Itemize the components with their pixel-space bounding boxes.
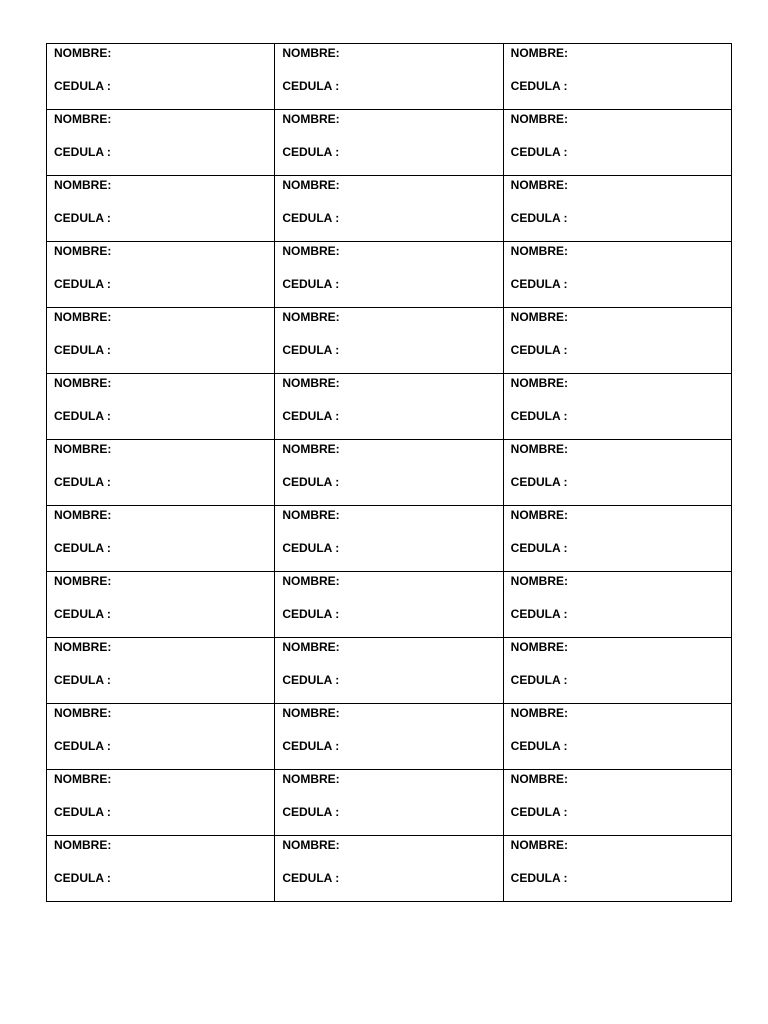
label-cell-content xyxy=(47,836,274,901)
label-grid xyxy=(46,43,732,902)
nombre-label: NOMBRE: xyxy=(510,310,568,324)
label-cell xyxy=(47,506,275,572)
label-cell xyxy=(275,704,503,770)
cedula-label: CEDULA : xyxy=(54,145,111,159)
label-cell xyxy=(47,704,275,770)
label-cell-content xyxy=(47,440,274,505)
label-cell-content xyxy=(47,242,274,307)
cedula-label: CEDULA : xyxy=(510,475,568,489)
cedula-label: CEDULA : xyxy=(282,79,340,93)
label-cell xyxy=(47,440,275,506)
label-cell-content xyxy=(504,308,731,373)
cedula-label: CEDULA : xyxy=(510,871,568,885)
cedula-label: CEDULA : xyxy=(282,739,340,753)
nombre-label: NOMBRE: xyxy=(54,112,112,126)
label-row xyxy=(47,374,732,440)
label-row xyxy=(47,638,732,704)
label-cell xyxy=(503,242,731,308)
cedula-label: CEDULA : xyxy=(282,145,340,159)
label-cell-content xyxy=(275,242,502,307)
label-cell xyxy=(47,770,275,836)
label-cell xyxy=(275,506,503,572)
label-cell xyxy=(47,572,275,638)
label-cell xyxy=(275,44,503,110)
label-row xyxy=(47,506,732,572)
cedula-label: CEDULA : xyxy=(282,871,340,885)
cedula-label: CEDULA : xyxy=(510,343,568,357)
cedula-label: CEDULA : xyxy=(282,277,340,291)
label-cell xyxy=(275,110,503,176)
label-cell-content xyxy=(275,572,502,637)
cedula-label: CEDULA : xyxy=(282,673,340,687)
label-cell xyxy=(47,110,275,176)
label-cell xyxy=(275,242,503,308)
nombre-label: NOMBRE: xyxy=(510,640,568,654)
label-cell xyxy=(503,572,731,638)
cedula-label: CEDULA : xyxy=(510,409,568,423)
nombre-label: NOMBRE: xyxy=(54,442,112,456)
nombre-label: NOMBRE: xyxy=(282,46,340,60)
nombre-label: NOMBRE: xyxy=(54,574,112,588)
label-cell-content xyxy=(504,704,731,769)
label-cell-content xyxy=(47,374,274,439)
nombre-label: NOMBRE: xyxy=(282,508,340,522)
label-cell-content xyxy=(504,770,731,835)
nombre-label: NOMBRE: xyxy=(510,508,568,522)
label-cell xyxy=(503,176,731,242)
label-cell xyxy=(275,440,503,506)
label-cell xyxy=(275,770,503,836)
nombre-label: NOMBRE: xyxy=(510,838,568,852)
cedula-label: CEDULA : xyxy=(54,673,111,687)
cedula-label: CEDULA : xyxy=(54,871,111,885)
label-cell-content xyxy=(504,440,731,505)
label-cell xyxy=(503,770,731,836)
label-cell-content xyxy=(47,572,274,637)
label-cell xyxy=(503,638,731,704)
cedula-label: CEDULA : xyxy=(282,409,340,423)
label-row xyxy=(47,836,732,902)
cedula-label: CEDULA : xyxy=(282,343,340,357)
nombre-label: NOMBRE: xyxy=(282,310,340,324)
label-cell xyxy=(275,308,503,374)
nombre-label: NOMBRE: xyxy=(54,376,112,390)
label-cell xyxy=(503,110,731,176)
label-cell xyxy=(503,374,731,440)
nombre-label: NOMBRE: xyxy=(282,706,340,720)
label-cell xyxy=(503,44,731,110)
label-cell-content xyxy=(47,110,274,175)
label-cell xyxy=(503,308,731,374)
label-row xyxy=(47,308,732,374)
label-cell-content xyxy=(275,308,502,373)
cedula-label: CEDULA : xyxy=(54,79,111,93)
label-row xyxy=(47,572,732,638)
cedula-label: CEDULA : xyxy=(510,145,568,159)
label-row xyxy=(47,176,732,242)
nombre-label: NOMBRE: xyxy=(54,310,112,324)
nombre-label: NOMBRE: xyxy=(510,442,568,456)
label-cell xyxy=(503,836,731,902)
nombre-label: NOMBRE: xyxy=(282,376,340,390)
label-cell-content xyxy=(275,638,502,703)
label-cell-content xyxy=(504,242,731,307)
nombre-label: NOMBRE: xyxy=(54,178,112,192)
label-cell xyxy=(47,242,275,308)
cedula-label: CEDULA : xyxy=(54,277,111,291)
nombre-label: NOMBRE: xyxy=(54,244,112,258)
nombre-label: NOMBRE: xyxy=(54,706,112,720)
cedula-label: CEDULA : xyxy=(54,211,111,225)
label-row xyxy=(47,440,732,506)
nombre-label: NOMBRE: xyxy=(54,640,112,654)
label-cell xyxy=(275,176,503,242)
label-cell-content xyxy=(504,506,731,571)
label-cell-content xyxy=(275,440,502,505)
label-cell-content xyxy=(504,374,731,439)
nombre-label: NOMBRE: xyxy=(54,46,112,60)
nombre-label: NOMBRE: xyxy=(510,46,568,60)
nombre-label: NOMBRE: xyxy=(54,772,112,786)
cedula-label: CEDULA : xyxy=(510,673,568,687)
label-row xyxy=(47,242,732,308)
cedula-label: CEDULA : xyxy=(54,343,111,357)
label-cell-content xyxy=(47,176,274,241)
cedula-label: CEDULA : xyxy=(510,277,568,291)
nombre-label: NOMBRE: xyxy=(282,640,340,654)
label-cell-content xyxy=(504,836,731,901)
label-cell-content xyxy=(275,110,502,175)
label-cell-content xyxy=(275,836,502,901)
nombre-label: NOMBRE: xyxy=(282,178,340,192)
label-cell xyxy=(503,704,731,770)
label-cell xyxy=(47,836,275,902)
nombre-label: NOMBRE: xyxy=(282,442,340,456)
label-cell-content xyxy=(47,308,274,373)
cedula-label: CEDULA : xyxy=(54,607,111,621)
label-row xyxy=(47,704,732,770)
nombre-label: NOMBRE: xyxy=(54,508,112,522)
label-cell xyxy=(275,638,503,704)
nombre-label: NOMBRE: xyxy=(510,706,568,720)
label-cell-content xyxy=(504,176,731,241)
nombre-label: NOMBRE: xyxy=(54,838,112,852)
cedula-label: CEDULA : xyxy=(510,211,568,225)
nombre-label: NOMBRE: xyxy=(510,376,568,390)
label-cell xyxy=(47,308,275,374)
cedula-label: CEDULA : xyxy=(282,607,340,621)
label-cell xyxy=(503,506,731,572)
label-sheet xyxy=(46,43,732,902)
cedula-label: CEDULA : xyxy=(510,79,568,93)
label-cell xyxy=(47,638,275,704)
nombre-label: NOMBRE: xyxy=(282,112,340,126)
label-grid-body xyxy=(47,44,732,902)
label-cell xyxy=(503,440,731,506)
cedula-label: CEDULA : xyxy=(510,739,568,753)
label-cell-content xyxy=(275,176,502,241)
cedula-label: CEDULA : xyxy=(54,805,111,819)
nombre-label: NOMBRE: xyxy=(510,772,568,786)
nombre-label: NOMBRE: xyxy=(282,838,340,852)
label-cell xyxy=(275,836,503,902)
cedula-label: CEDULA : xyxy=(54,409,111,423)
label-cell-content xyxy=(275,770,502,835)
nombre-label: NOMBRE: xyxy=(510,178,568,192)
label-cell-content xyxy=(47,770,274,835)
label-row xyxy=(47,44,732,110)
nombre-label: NOMBRE: xyxy=(510,112,568,126)
label-cell-content xyxy=(275,44,502,109)
cedula-label: CEDULA : xyxy=(282,211,340,225)
label-cell xyxy=(47,176,275,242)
cedula-label: CEDULA : xyxy=(54,541,111,555)
cedula-label: CEDULA : xyxy=(282,475,340,489)
label-cell-content xyxy=(47,638,274,703)
cedula-label: CEDULA : xyxy=(54,739,111,753)
label-cell xyxy=(47,374,275,440)
nombre-label: NOMBRE: xyxy=(282,244,340,258)
label-row xyxy=(47,770,732,836)
nombre-label: NOMBRE: xyxy=(510,244,568,258)
label-cell xyxy=(47,44,275,110)
label-cell xyxy=(275,572,503,638)
label-cell-content xyxy=(47,704,274,769)
label-row xyxy=(47,110,732,176)
label-cell-content xyxy=(504,572,731,637)
label-cell-content xyxy=(504,110,731,175)
cedula-label: CEDULA : xyxy=(510,607,568,621)
cedula-label: CEDULA : xyxy=(54,475,111,489)
cedula-label: CEDULA : xyxy=(282,805,340,819)
label-cell-content xyxy=(275,506,502,571)
label-cell-content xyxy=(47,44,274,109)
nombre-label: NOMBRE: xyxy=(282,772,340,786)
cedula-label: CEDULA : xyxy=(510,805,568,819)
label-cell-content xyxy=(504,44,731,109)
cedula-label: CEDULA : xyxy=(282,541,340,555)
label-cell-content xyxy=(47,506,274,571)
cedula-label: CEDULA : xyxy=(510,541,568,555)
label-cell-content xyxy=(275,704,502,769)
label-cell-content xyxy=(275,374,502,439)
label-cell-content xyxy=(504,638,731,703)
nombre-label: NOMBRE: xyxy=(282,574,340,588)
label-cell xyxy=(275,374,503,440)
nombre-label: NOMBRE: xyxy=(510,574,568,588)
